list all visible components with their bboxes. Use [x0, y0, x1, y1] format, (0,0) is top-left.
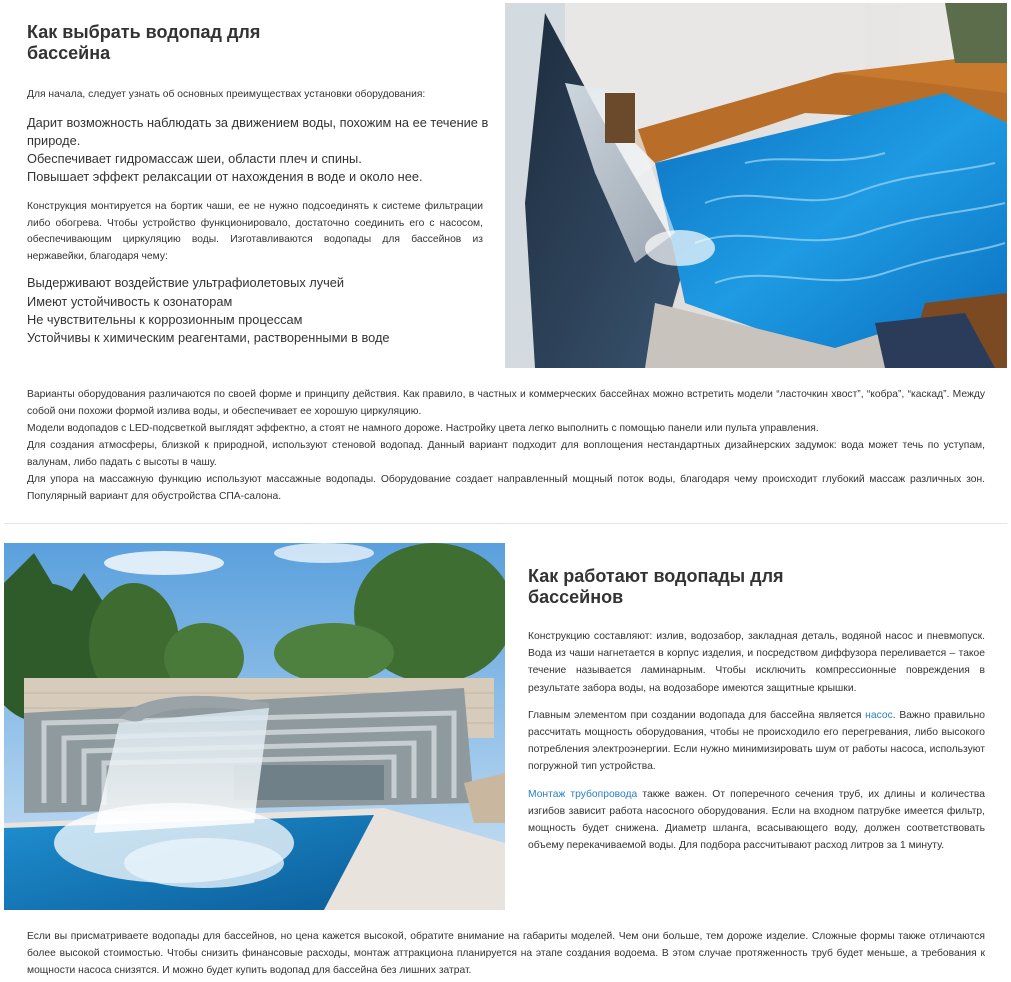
- section2-p2-after: . Важно правильно рассчитать мощность оборудования, чтобы не происходило его перегревания, либо высокого потребления электроэнергии. Если нужно минимизировать шум от работы насоса, используют погружной тип устройства.: [528, 709, 985, 773]
- pool-waterfall-photo-2: [4, 543, 505, 910]
- construction-paragraph: Конструкция монтируется на бортик чаши, ее не нужно подсоединять к системе фильтрации либо обогрева. Чтобы устройство функционировало, достаточно соединить его с насосом, обеспечивающим циркуляцию воды. Изготавливаются водопады для бассейнов из нержавейки, благодаря чему:: [27, 201, 483, 262]
- variants-text: [27, 386, 985, 505]
- section-divider: [4, 523, 1007, 524]
- section1-title: Как выбрать водопад для бассейна: [27, 22, 261, 63]
- section2-text: [528, 566, 985, 854]
- pipeline-link[interactable]: Монтаж трубопровода: [528, 788, 638, 800]
- variants-paragraph: Для упора на массажную функцию используют массажные водопады. Оборудование создает направленный мощный поток воды, благодаря чему происходит глубокий массаж различных зон. Популярный вариант для обустройства СПА-салона.: [27, 474, 985, 502]
- pump-link[interactable]: насос: [865, 709, 893, 721]
- bottom-paragraph: Если вы присматриваете водопады для бассейнов, но цена кажется высокой, обратите внимание на габариты моделей. Чем они больше, тем дороже изделие. Сложные формы также отличаются более высокой стоимостью. Чтобы снизить финансовые расходы, монтаж аттракциона планируется на этапе создания водоема. В этом случае протяженность труб будет меньше, а требования к мощности насоса снизятся. И можно будет купить водопад для бассейна без лишних затрат.: [27, 931, 985, 976]
- section2-paragraph-2: [528, 707, 985, 776]
- benefits-list: [27, 114, 489, 187]
- section2-paragraph-1: Конструкцию составляют: излив, водозабор, закладная деталь, водяной насос и пневмопуск. Вода из чаши нагнетается в корпус изделия, и посредством диффузора переливается – такое течение называется ламинарным. Чтобы исключить компрессионные повреждения в результате забора воды, на водозаборе имеются защитные крышки.: [528, 631, 985, 694]
- section2-title: Как работают водопады для бассейнов: [528, 566, 784, 607]
- section1-text: [27, 22, 489, 347]
- section2-paragraph-3: [528, 786, 985, 855]
- bottom-text: [27, 928, 985, 979]
- benefit-item: природе.: [27, 132, 81, 148]
- benefit-item: Дарит возможность наблюдать за движением воды, похожим на ее течение в: [27, 114, 489, 130]
- property-item: Выдерживают воздействие ультрафиолетовых лучей: [27, 275, 345, 291]
- section1-intro: Для начала, следует узнать об основных преимуществах установки оборудования:: [27, 89, 426, 100]
- variants-paragraph: Для создания атмосферы, близкой к природной, используют стеновой водопад. Данный вариант подходит для воплощения нестандартных дизайнерских задумок: вода может течь по уступам, валунам, либо падать с высоты в чашу.: [27, 440, 985, 468]
- properties-list: [27, 274, 483, 347]
- property-item: Имеют устойчивость к озонаторам: [27, 293, 233, 309]
- benefit-item: Обеспечивает гидромассаж шеи, области плеч и спины.: [27, 150, 362, 166]
- property-item: Не чувствительны к коррозионным процессам: [27, 311, 303, 327]
- section2-p2-before: Главным элементом при создании водопада для бассейна является: [528, 709, 866, 721]
- benefit-item: Повышает эффект релаксации от нахождения в воде и около нее.: [27, 169, 423, 185]
- pool-waterfall-photo-1: [505, 3, 1007, 368]
- variants-paragraph: Варианты оборудования различаются по своей форме и принципу действия. Как правило, в частных и коммерческих бассейнах можно встретить модели “ласточкин хвост”, “кобра”, “каскад”. Между собой они похожи формой излива воды, и обеспечивает ее хорошую циркуляцию.: [27, 389, 985, 417]
- section2-p3-after: также важен. От поперечного сечения труб, их длины и количества изгибов зависит работа насосного оборудования. Если на входном патрубке имеется фильтр, мощность будет снижена. Диаметр шланга, всасывающего воду, должен соответствовать объему перекачиваемой воды. Для подбора рассчитывают расход литров за 1 минуту.: [528, 788, 985, 852]
- variants-paragraph: Модели водопадов с LED-подсветкой выглядят эффектно, а стоят не намного дороже. Настройку цвета легко выполнить с помощью панели или пульта управления.: [27, 423, 819, 434]
- property-item: Устойчивы к химическим реагентами, растворенными в воде: [27, 329, 390, 345]
